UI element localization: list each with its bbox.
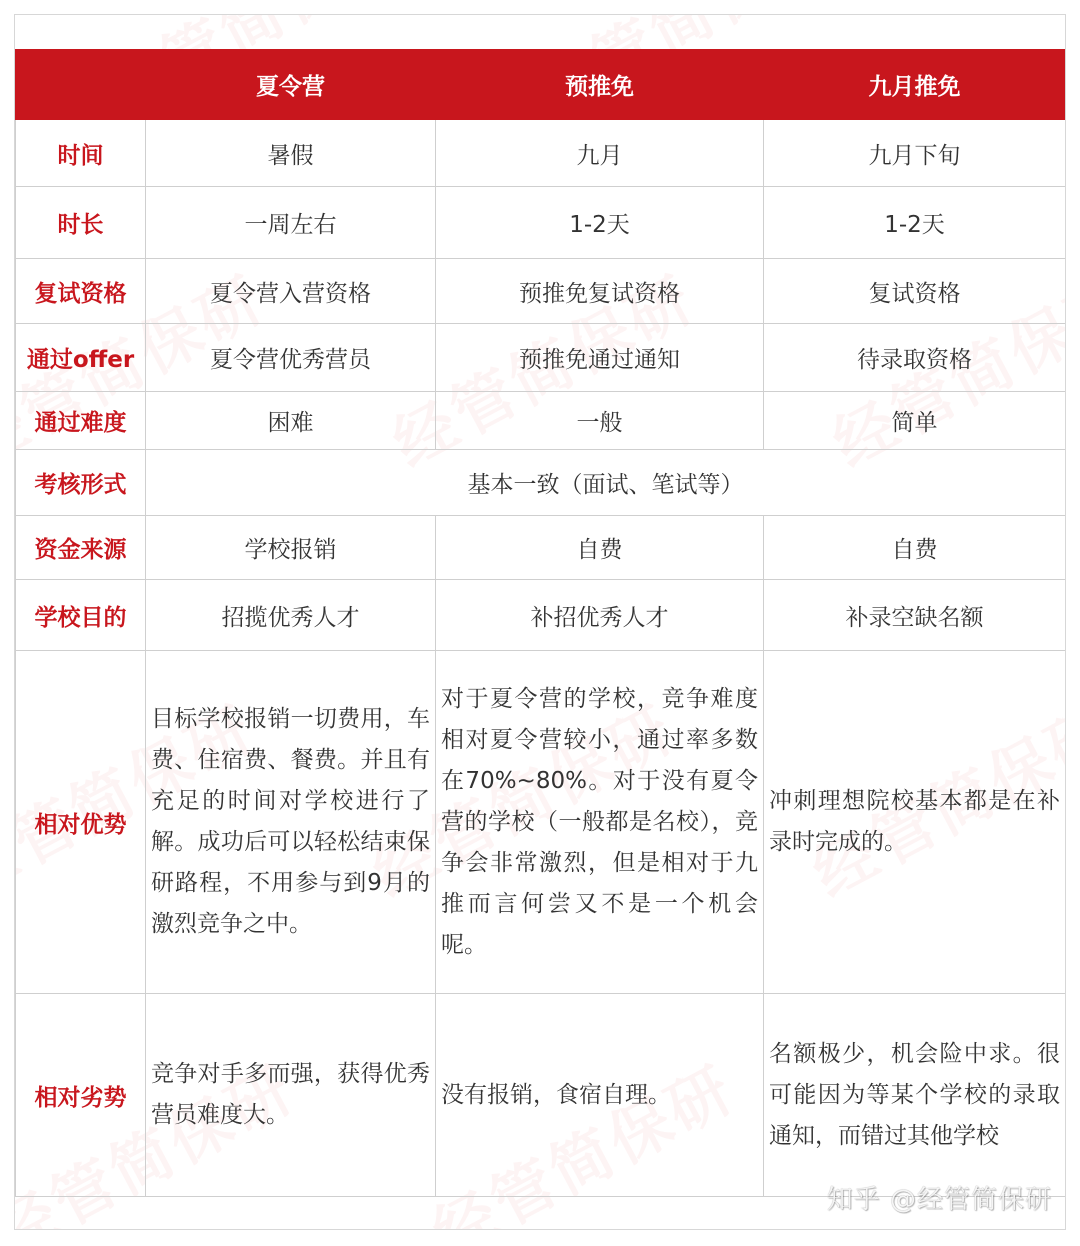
table-cell: 夏令营优秀营员 [146, 324, 436, 392]
table-row [16, 516, 1066, 580]
table-row [16, 324, 1066, 392]
table-header [16, 50, 1066, 120]
table-cell: 学校报销 [146, 516, 436, 580]
row-label-school-purpose: 学校目的 [16, 580, 146, 651]
table-cell: 1-2天 [764, 187, 1066, 259]
table-cell-paragraph: 没有报销，食宿自理。 [436, 994, 764, 1197]
table-cell-merged: 基本一致（面试、笔试等） [146, 450, 1066, 516]
comparison-table [15, 49, 1066, 1197]
table-cell: 九月下旬 [764, 120, 1066, 187]
table-cell: 1-2天 [436, 187, 764, 259]
footer-watermark: 知乎 @经管简保研 [826, 1185, 1052, 1215]
table-cell: 一周左右 [146, 187, 436, 259]
table-row [16, 187, 1066, 259]
table-cell: 九月 [436, 120, 764, 187]
table-cell: 预推免复试资格 [436, 259, 764, 324]
row-label-offer: 通过offer [16, 324, 146, 392]
table-cell: 招揽优秀人才 [146, 580, 436, 651]
table-cell: 补招优秀人才 [436, 580, 764, 651]
header-cell-empty [16, 50, 146, 120]
table-cell: 困难 [146, 392, 436, 450]
row-label-advantages: 相对优势 [16, 651, 146, 994]
table-cell: 自费 [436, 516, 764, 580]
header-cell-september-recommend: 九月推免 [764, 50, 1066, 120]
row-label-time: 时间 [16, 120, 146, 187]
table-cell: 补录空缺名额 [764, 580, 1066, 651]
row-label-retest-qualification: 复试资格 [16, 259, 146, 324]
table-cell: 夏令营入营资格 [146, 259, 436, 324]
table-cell: 一般 [436, 392, 764, 450]
row-label-difficulty: 通过难度 [16, 392, 146, 450]
row-label-duration: 时长 [16, 187, 146, 259]
table-cell: 自费 [764, 516, 1066, 580]
table-frame [14, 14, 1066, 1230]
table-cell: 待录取资格 [764, 324, 1066, 392]
table-cell-paragraph: 目标学校报销一切费用，车费、住宿费、餐费。并且有充足的时间对学校进行了解。成功后可以轻松结束保研路程，不用参与到9月的激烈竞争之中。 [146, 651, 436, 994]
table-cell: 预推免通过通知 [436, 324, 764, 392]
header-row [16, 50, 1066, 120]
table-cell: 简单 [764, 392, 1066, 450]
table-row [16, 651, 1066, 994]
table-cell-paragraph: 冲刺理想院校基本都是在补录时完成的。 [764, 651, 1066, 994]
header-cell-summer-camp: 夏令营 [146, 50, 436, 120]
header-cell-pre-recommend: 预推免 [436, 50, 764, 120]
table-row [16, 580, 1066, 651]
table-row [16, 259, 1066, 324]
table-cell: 复试资格 [764, 259, 1066, 324]
table-body [16, 120, 1066, 1197]
table-row [16, 994, 1066, 1197]
row-label-funding-source: 资金来源 [16, 516, 146, 580]
table-cell-paragraph: 竞争对手多而强，获得优秀营员难度大。 [146, 994, 436, 1197]
table-cell-paragraph: 对于夏令营的学校，竞争难度相对夏令营较小，通过率多数在70%~80%。对于没有夏令营的学校（一般都是名校），竞争会非常激烈，但是相对于九推而言何尝又不是一个机会呢。 [436, 651, 764, 994]
table-row [16, 120, 1066, 187]
table-row [16, 392, 1066, 450]
row-label-disadvantages: 相对劣势 [16, 994, 146, 1197]
table-cell-paragraph: 名额极少，机会险中求。很可能因为等某个学校的录取通知，而错过其他学校 [764, 994, 1066, 1197]
row-label-assessment-format: 考核形式 [16, 450, 146, 516]
table-cell: 暑假 [146, 120, 436, 187]
table-row [16, 450, 1066, 516]
